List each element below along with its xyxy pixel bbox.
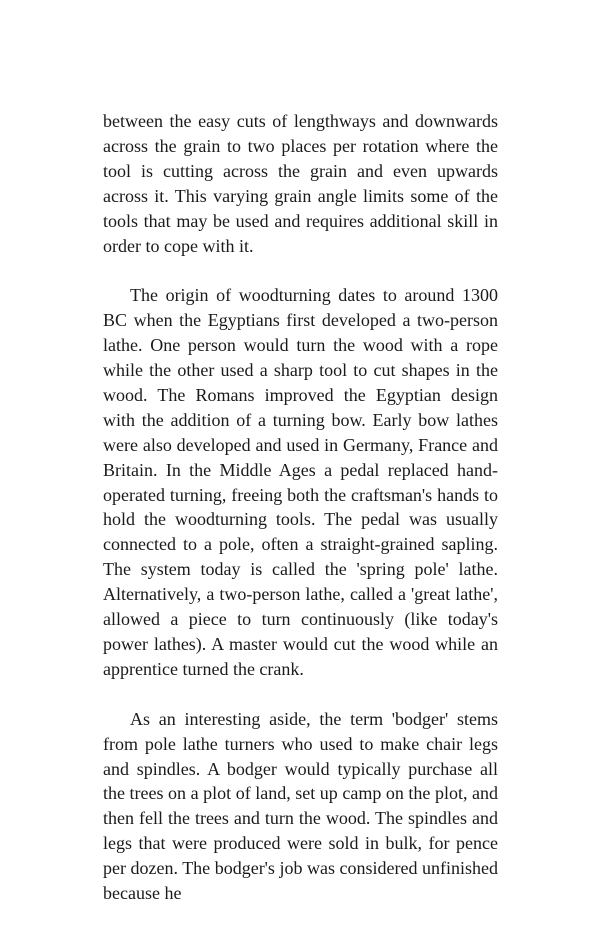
paragraph-continued: between the easy cuts of lengthways and downwards across the grain to two places per rotation where the tool is cutting across the grain and even upwards across it. This varying grain angle limits some of the tools that may be used and requires additional skill in order to cope with it. xyxy=(103,111,498,256)
body-text xyxy=(103,109,498,906)
paragraph-bodger: As an interesting aside, the term 'bodger' stems from pole lathe turners who used to make chair legs and spindles. A bodger would typically purchase all the trees on a plot of land, set up camp on the plot, and then fell the trees and turn the wood. The spindles and legs that were produced were sold in bulk, for pence per dozen. The bodger's job was considered unfinished because he xyxy=(103,708,498,904)
paragraph-woodturning-origin: The origin of woodturning dates to around 1300 BC when the Egyptians first developed a two-person lathe. One person would turn the wood with a rope while the other used a sharp tool to cut shapes in the wood. The Romans improved the Egyptian design with the addition of a turning bow. Early bow lathes were also developed and used in Germany, France and Britain. In the Middle Ages a pedal replaced hand-operated turning, freeing both the craftsman's hands to hold the woodturning tools. The pedal was usually connected to a pole, often a straight-grained sapling. The system today is called the 'spring pole' lathe. Alternatively, a two-person lathe, called a 'great lathe', allowed a piece to turn continuously (like today's power lathes). A master would cut the wood while an apprentice turned the crank. xyxy=(103,285,498,679)
